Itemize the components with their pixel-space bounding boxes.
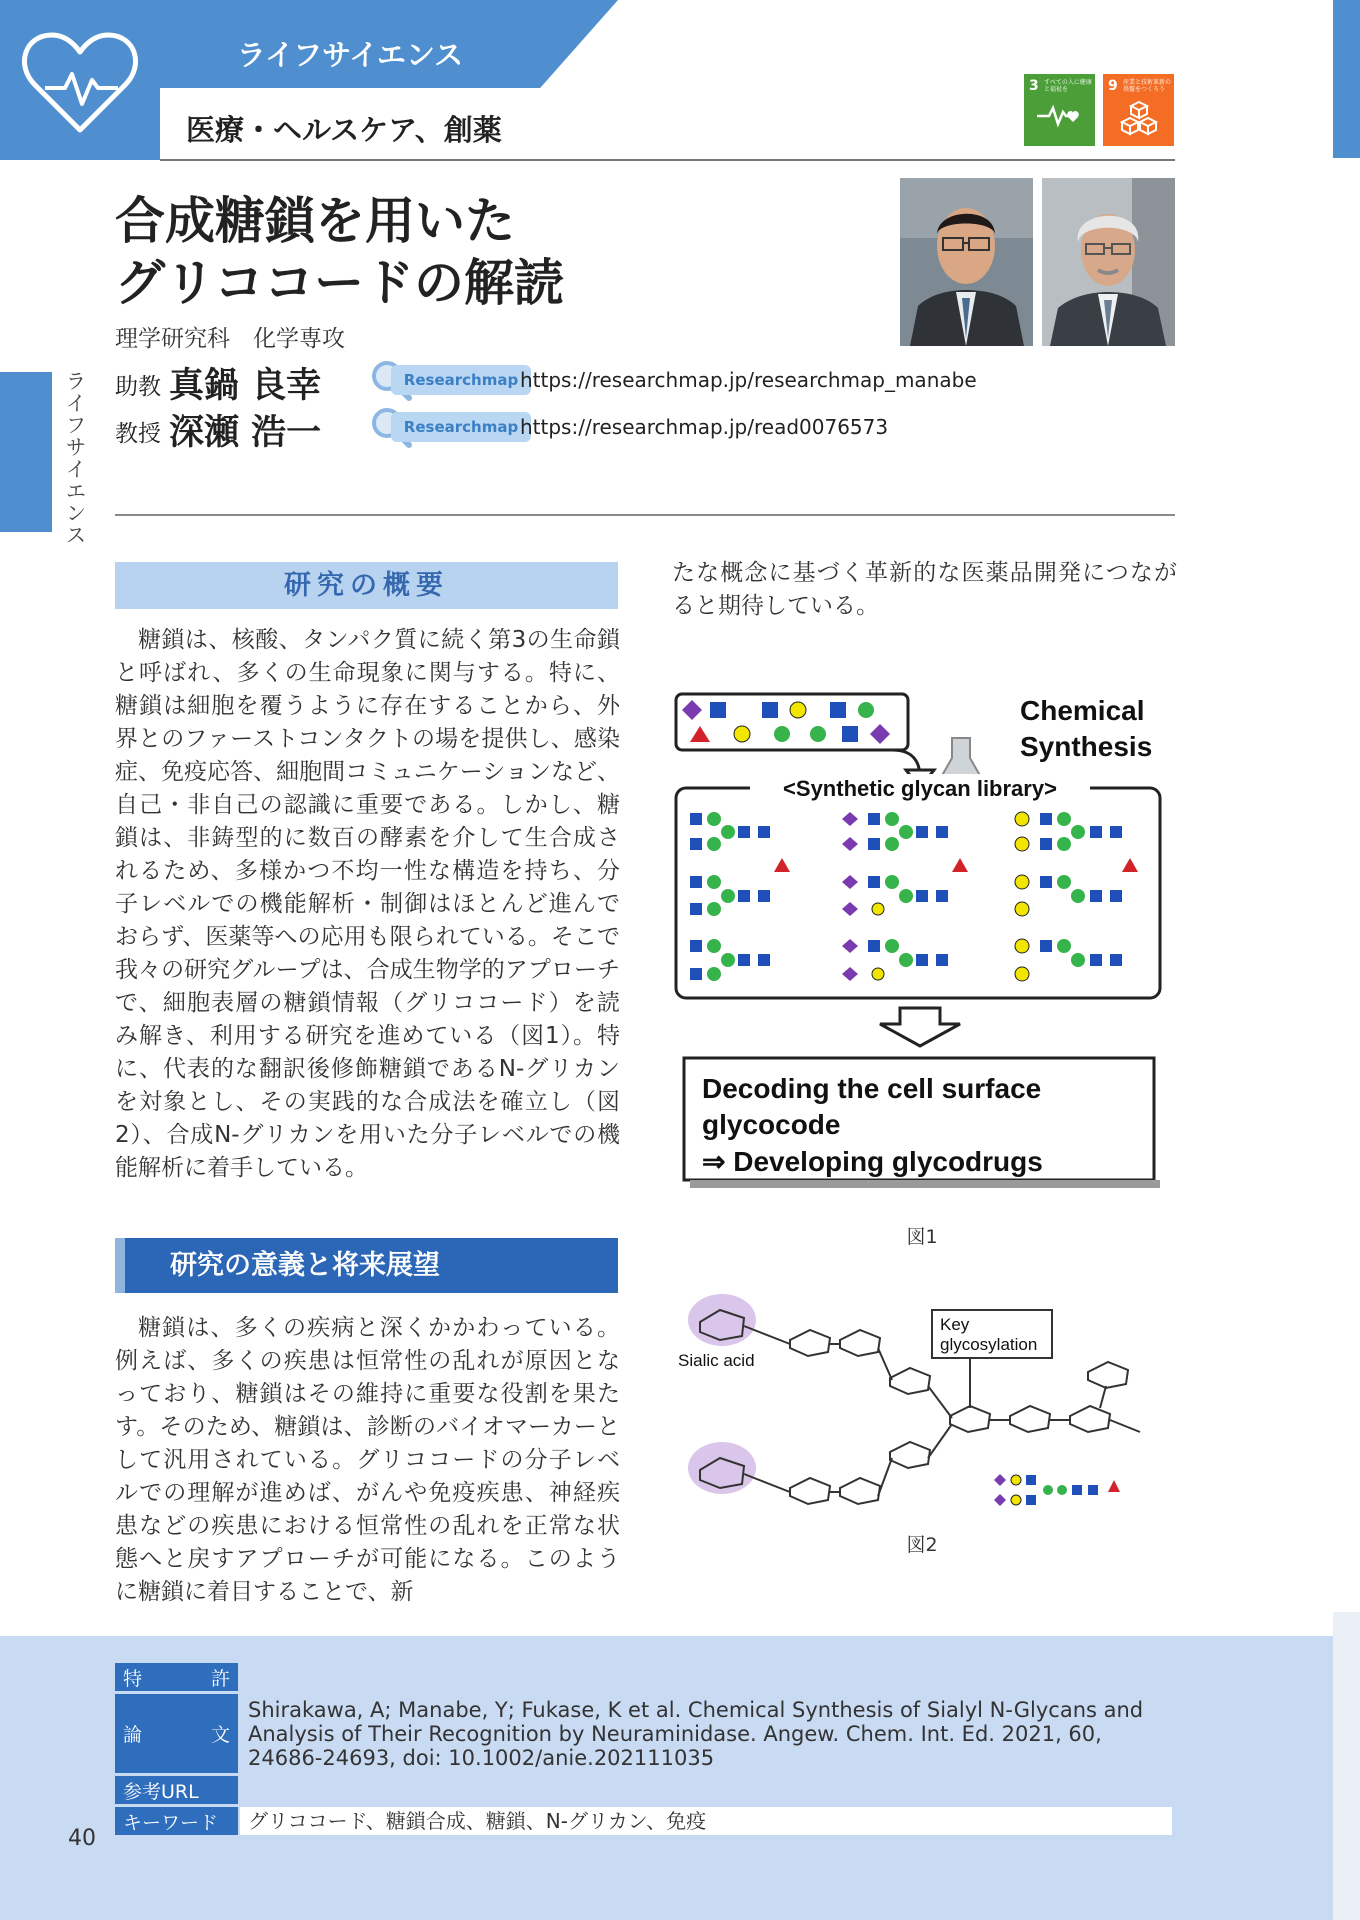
sdg-goal-3-badge	[1024, 74, 1095, 146]
article-title	[115, 190, 875, 314]
significance-paragraph: 糖鎖は、多くの疾病と深くかかわっている。例えば、多くの疾患は恒常性の乱れが原因となっており、糖鎖はその維持に重要な役割を果たす。そのため、糖鎖は、診断のバイオマーカーとして汎用されている。グリココードの分子レベルでの理解が進めば、がんや免疫疾患、神経疾患などの疾患における恒常性の乱れを正常な状態へと戻すアプローチが可能になる。このように糖鎖に着目することで、新	[115, 1315, 620, 1605]
sdg-goal-9-badge	[1103, 74, 1174, 146]
sdg-caption: 産業と技術革新の基盤をつくろう	[1123, 79, 1172, 93]
section-divider	[115, 514, 1175, 516]
field-label: 医療・ヘルスケア、創薬	[186, 113, 502, 147]
fig1-decode-line-1: Decoding the cell surface	[702, 1073, 1042, 1104]
fig1-synthesis-label: Synthesis	[1020, 731, 1153, 762]
figure-1-diagram	[670, 678, 1175, 1198]
side-category-label: ライフサイエンス	[63, 370, 87, 546]
fig2-symbol-legend	[994, 1474, 1120, 1506]
fig1-library-label: <Synthetic glycan library>	[783, 776, 1057, 801]
person-name: 真鍋 良幸	[169, 366, 322, 406]
portrait-photo-fukase	[1042, 178, 1175, 346]
fig1-decode-line-2: glycocode	[702, 1109, 841, 1140]
fig1-chemical-label: Chemical	[1020, 695, 1145, 726]
researchmap-badge: Researchmap	[391, 412, 531, 442]
sdg-caption: すべての人に健康と福祉を	[1044, 79, 1092, 93]
title-line-1: 合成糖鎖を用いた	[115, 192, 515, 250]
person-row-2	[115, 405, 975, 453]
figure-2	[670, 1282, 1175, 1522]
person-name: 深瀬 浩一	[169, 413, 322, 453]
header-icon-box	[0, 0, 160, 160]
section-heading-significance: 研究の意義と将来展望	[115, 1238, 618, 1293]
figure-2-caption: 図2	[906, 1534, 938, 1556]
fig2-glycosylation-label: glycosylation	[940, 1335, 1038, 1354]
reference-url-label: 参考URL	[115, 1776, 238, 1804]
right-edge-tab-bottom	[1333, 1612, 1360, 1920]
paper-label	[115, 1694, 238, 1773]
researchmap-badge: Researchmap	[391, 365, 531, 395]
right-edge-tab	[1333, 0, 1360, 158]
sdg-number: 3	[1029, 78, 1039, 94]
person-role: 助教	[115, 374, 161, 400]
category-label: ライフサイエンス	[236, 38, 464, 72]
paper-label-char: 文	[210, 1724, 230, 1746]
researchmap-url[interactable]: https://researchmap.jp/researchmap_manabe	[520, 368, 977, 392]
section-heading-overview: 研究の概要	[115, 562, 618, 609]
keyword-label: キーワード	[115, 1807, 238, 1835]
figure-1	[670, 678, 1175, 1198]
fig2-key-label: Key	[940, 1315, 970, 1334]
header-divider	[160, 159, 1175, 161]
person-row-1	[115, 358, 977, 406]
heartbeat-icon	[1037, 100, 1083, 130]
researchmap-link-2[interactable]	[369, 405, 529, 449]
paper-citation: Shirakawa, A; Manabe, Y; Fukase, K et al. Chemical Synthesis of Sialyl N-Glycans and Analysis of Their Recognition by Neuraminidase. Angew. Chem. Int. Ed. 2021, 60, 24686-24693, doi: 10.1002/anie.202111035	[248, 1698, 1144, 1770]
person-role: 教授	[115, 421, 161, 447]
patent-label-char: 許	[210, 1667, 230, 1690]
overview-paragraph: 糖鎖は、核酸、タンパク質に続く第3の生命鎖と呼ばれ、多くの生命現象に関与する。特に、糖鎖は細胞を覆うように存在することから、外界とのファーストコンタクトの場を提供し、感染症、免疫応答、細胞間コミュニケーションなど、自己・非自己の認識に重要である。しかし、糖鎖は、非鋳型的に数百の酵素を介して生合成されるため、多様かつ不均一性な構造を持ち、分子レベルでの機能解析・制御はほとんど進んでおらず、医薬等への応用も限られている。そこで我々の研究グループは、合成生物学的アプローチで、細胞表層の糖鎖情報（グリココード）を読み解き、利用する研究を進めている（図1）。特に、代表的な翻訳後修飾糖鎖であるN-グリカンを対象とし、その実践的な合成法を確立し（図2）、合成N-グリカンを用いた分子レベルでの機能解析に着手している。	[115, 627, 620, 1181]
figure-2-structure	[670, 1282, 1175, 1522]
sdg-number: 9	[1108, 78, 1118, 94]
significance-paragraph-continued: たな概念に基づく革新的な医薬品開発につながると期待している。	[672, 560, 1177, 619]
cubes-icon	[1116, 100, 1162, 140]
keyword-text: グリココード、糖鎖合成、糖鎖、N-グリカン、免疫	[248, 1809, 707, 1833]
researchmap-url[interactable]: https://researchmap.jp/read0076573	[520, 415, 889, 439]
patent-label	[115, 1663, 238, 1691]
affiliation: 理学研究科 化学専攻	[115, 326, 345, 352]
fig1-decode-line-3: ⇒ Developing glycodrugs	[702, 1146, 1043, 1177]
heart-pulse-icon	[0, 0, 160, 160]
paper-label-char: 論	[123, 1724, 143, 1746]
title-line-2: グリココードの解読	[115, 254, 564, 312]
researchmap-link-1[interactable]	[369, 358, 529, 402]
figure-1-caption: 図1	[906, 1226, 938, 1248]
page-number: 40	[68, 1826, 96, 1851]
side-category-tab	[0, 372, 52, 532]
portrait-photo-manabe	[900, 178, 1033, 346]
fig2-sialic-acid-label: Sialic acid	[678, 1351, 755, 1370]
patent-label-char: 特	[123, 1667, 143, 1690]
